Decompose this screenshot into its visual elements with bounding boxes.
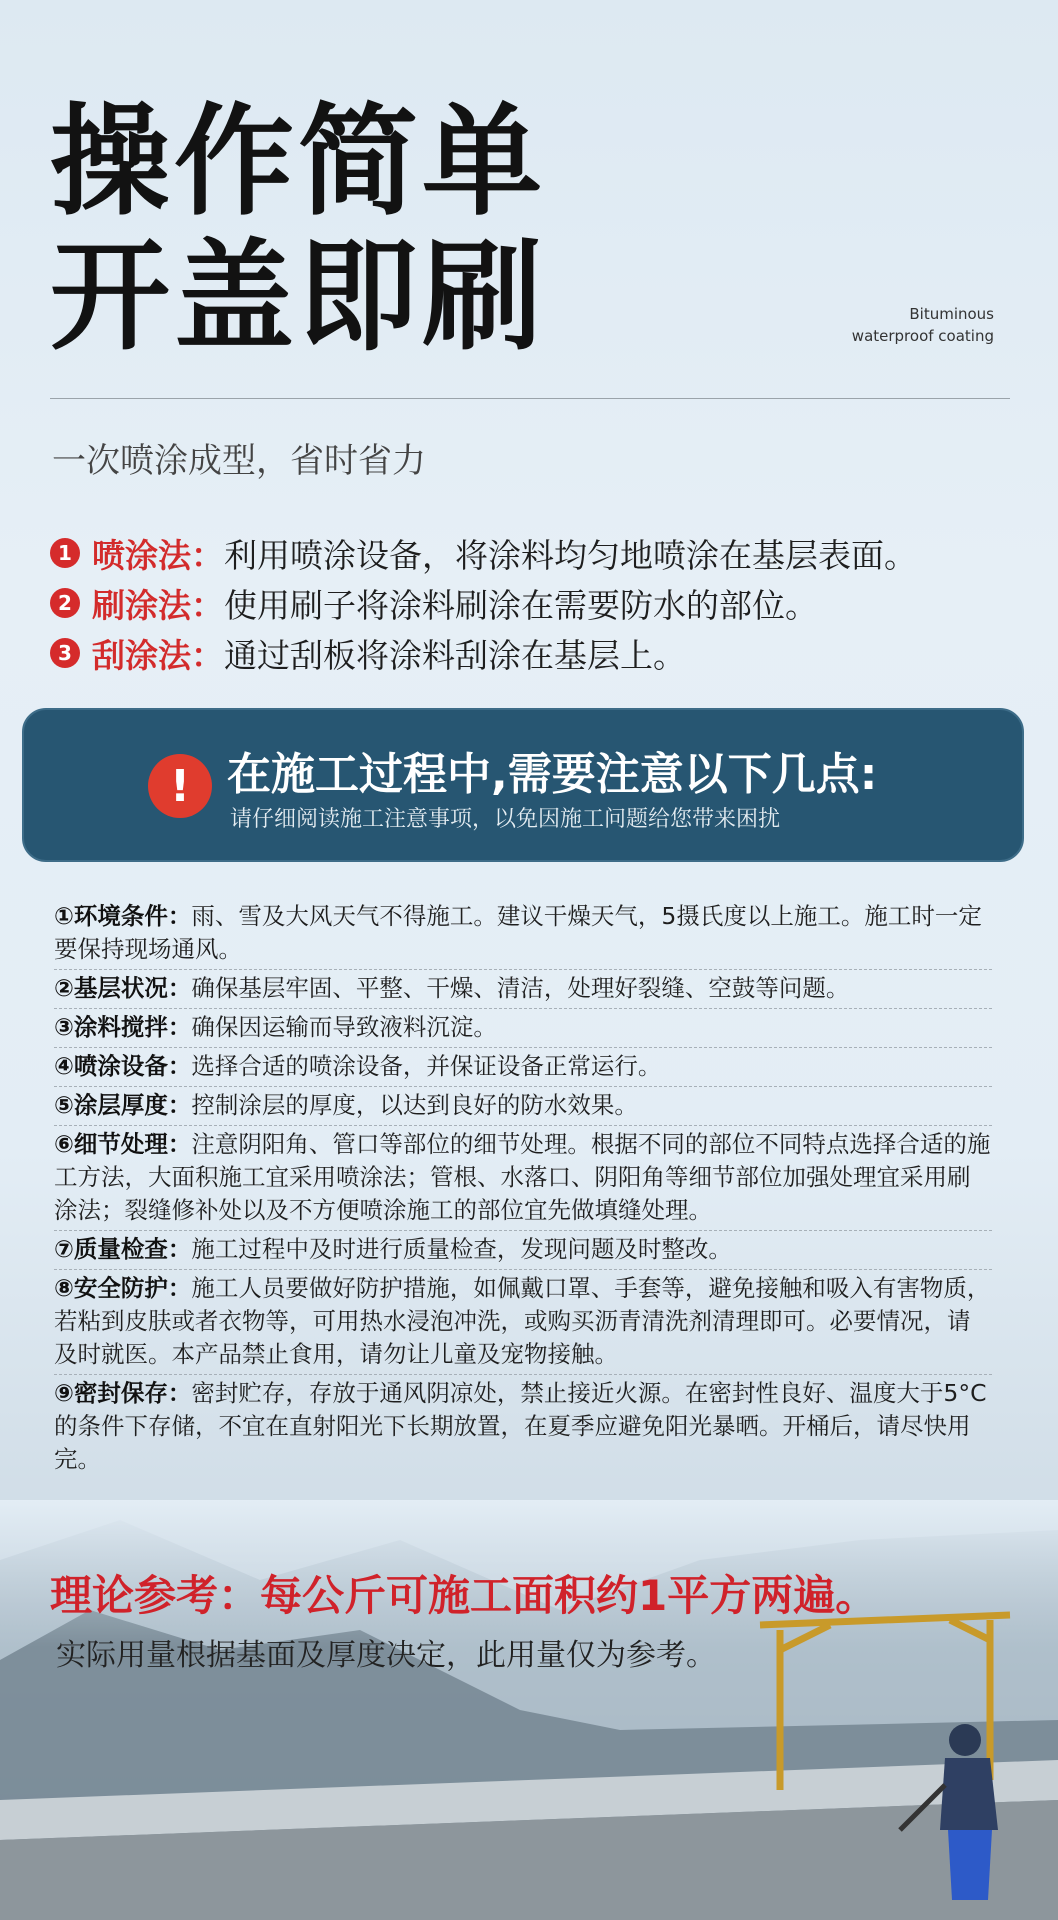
method-description: 使用刷子将涂料刷涂在需要防水的部位。 bbox=[224, 585, 818, 625]
precaution-text: 注意阴阳角、管口等部位的细节处理。根据不同的部位不同特点选择合适的施工方法，大面积施工宜采用喷涂法；管根、水落口、阴阳角等细节部位加强处理宜采用刷涂法；裂缝修补处以及不方便喷涂施工的部位宜先做填缝处理。 bbox=[54, 1130, 991, 1224]
precaution-item bbox=[54, 1087, 992, 1126]
title-line-1: 操作简单 bbox=[50, 93, 546, 232]
precaution-text: 控制涂层的厚度，以达到良好的防水效果。 bbox=[191, 1091, 638, 1119]
precaution-item bbox=[54, 1009, 992, 1048]
precaution-text: 施工人员要做好防护措施，如佩戴口罩、手套等，避免接触和吸入有害物质，若粘到皮肤或者衣物等，可用热水浸泡冲洗，或购买沥青清洗剂清理即可。必要情况，请及时就医。本产品禁止食用，请勿让儿童及宠物接触。 bbox=[54, 1274, 991, 1368]
application-methods-list bbox=[50, 528, 917, 678]
warning-icon: ! bbox=[148, 754, 212, 818]
notice-subtitle: 请仔细阅读施工注意事项，以免因施工问题给您带来困扰 bbox=[230, 807, 781, 832]
precaution-label: ⑥细节处理： bbox=[54, 1130, 192, 1158]
precaution-item bbox=[54, 1270, 992, 1375]
divider bbox=[50, 398, 1010, 399]
number-badge: 2 bbox=[50, 588, 80, 618]
coverage-note: 实际用量根据基面及厚度决定，此用量仅为参考。 bbox=[56, 1638, 716, 1673]
title-line-2: 开盖即刷 bbox=[50, 228, 546, 367]
precaution-text: 施工过程中及时进行质量检查，发现问题及时整改。 bbox=[191, 1235, 732, 1263]
method-name: 喷涂法： bbox=[92, 535, 224, 575]
precaution-label: ⑧安全防护： bbox=[54, 1274, 192, 1302]
number-badge: 1 bbox=[50, 538, 80, 568]
page-title bbox=[50, 95, 546, 365]
precaution-text: 选择合适的喷涂设备，并保证设备正常运行。 bbox=[191, 1052, 662, 1080]
method-description: 利用喷涂设备，将涂料均匀地喷涂在基层表面。 bbox=[224, 535, 917, 575]
precaution-text: 确保基层牢固、平整、干燥、清洁，处理好裂缝、空鼓等问题。 bbox=[191, 974, 850, 1002]
product-english-name bbox=[852, 303, 994, 347]
precaution-label: ②基层状况： bbox=[54, 974, 192, 1002]
method-description: 通过刮板将涂料刮涂在基层上。 bbox=[224, 635, 686, 675]
notice-title: 在施工过程中,需要注意以下几点: bbox=[227, 749, 878, 800]
notice-banner bbox=[22, 708, 1024, 862]
precaution-label: ④喷涂设备： bbox=[54, 1052, 192, 1080]
precaution-text: 密封贮存，存放于通风阴凉处，禁止接近火源。在密封性良好、温度大于5°C的条件下存储，不宜在直射阳光下长期放置，在夏季应避免阳光暴晒。开桶后，请尽快用完。 bbox=[54, 1379, 987, 1473]
precaution-item bbox=[54, 1126, 992, 1231]
precaution-item bbox=[54, 1375, 992, 1479]
precaution-label: ⑨密封保存： bbox=[54, 1379, 192, 1407]
method-name: 刮涂法： bbox=[92, 635, 224, 675]
tagline: 一次喷涂成型，省时省力 bbox=[52, 441, 426, 481]
precautions-list bbox=[54, 898, 992, 1479]
product-english-name-line-2: waterproof coating bbox=[851, 327, 994, 345]
precaution-item bbox=[54, 970, 992, 1009]
coverage-reference: 理论参考：每公斤可施工面积约1平方两遍。 bbox=[50, 1571, 878, 1620]
precaution-label: ⑤涂层厚度： bbox=[54, 1091, 192, 1119]
precaution-text: 确保因运输而导致液料沉淀。 bbox=[191, 1013, 497, 1041]
precaution-item bbox=[54, 1048, 992, 1087]
precaution-label: ①环境条件： bbox=[54, 902, 192, 930]
method-item-scrape bbox=[50, 628, 917, 678]
precaution-label: ⑦质量检查： bbox=[54, 1235, 192, 1263]
product-english-name-line-1: Bituminous bbox=[909, 305, 994, 323]
precaution-item bbox=[54, 898, 992, 970]
method-item-spray bbox=[50, 528, 917, 578]
precaution-text: 雨、雪及大风天气不得施工。建议干燥天气，5摄氏度以上施工。施工时一定要保持现场通风。 bbox=[54, 902, 982, 963]
precaution-item bbox=[54, 1231, 992, 1270]
precaution-label: ③涂料搅拌： bbox=[54, 1013, 192, 1041]
method-item-brush bbox=[50, 578, 917, 628]
number-badge: 3 bbox=[50, 638, 80, 668]
method-name: 刷涂法： bbox=[92, 585, 224, 625]
